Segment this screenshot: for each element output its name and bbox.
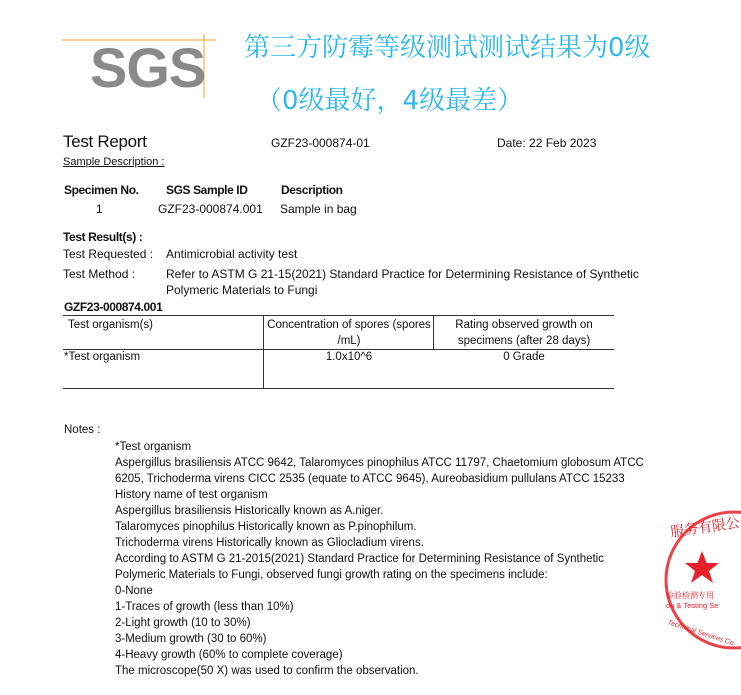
- company-seal: [664, 505, 741, 655]
- test-requested-label: Test Requested :: [63, 247, 154, 261]
- col-rating-header-2: specimens (after 28 days): [457, 335, 591, 347]
- report-number: GZF23-000874-01: [271, 136, 370, 150]
- notes-line: 4-Heavy growth (60% to complete coverage): [115, 649, 343, 661]
- row-rating: 0 Grade: [503, 351, 545, 363]
- notes-line: 3-Medium growth (30 to 60%): [115, 633, 267, 645]
- notes-label: Notes :: [64, 424, 101, 436]
- banner-line-2: （0级最好，4级最差）: [256, 86, 524, 116]
- test-method-line-2: Polymeric Materials to Fungi: [166, 283, 318, 297]
- notes-line: 6205, Trichoderma virens CICC 2535 (equate to ATCC 9645), Aureobasidium pullulans ATCC 15233: [115, 473, 625, 485]
- result-sample-id: GZF23-000874.001: [64, 300, 163, 314]
- notes-line: *Test organism: [115, 441, 192, 453]
- seal-middle-text: 检验检测专用: [666, 591, 714, 600]
- notes-line: According to ASTM G 21-2015(2021) Standard Practice for Determining Resistance of Synthetic: [115, 553, 604, 565]
- banner-line-1: 第三方防霉等级测试测试结果为0级: [244, 33, 651, 63]
- seal-star-icon: [685, 551, 719, 583]
- notes-line: Aspergillus brasiliensis ATCC 9642, Talaromyces pinophilus ATCC 11797, Chaetomium globosum ATCC: [115, 457, 644, 469]
- sgs-sample-id-cell: GZF23-000874.001: [158, 202, 263, 216]
- col-concentration-header-1: Concentration of spores (spores: [267, 319, 431, 331]
- notes-line: History name of test organism: [115, 489, 268, 501]
- report-title: Test Report: [63, 132, 147, 151]
- seal-top-text: 服务有限公: [669, 515, 741, 541]
- notes-line: Polymeric Materials to Fungi, observed fungi growth rating on the specimens include:: [115, 569, 548, 581]
- notes-line: 0-None: [115, 585, 153, 597]
- notes-line: 2-Light growth (10 to 30%): [115, 617, 251, 629]
- sample-description-label: Sample Description :: [63, 156, 165, 168]
- seal-middle-text-2: on & Testing Se: [666, 601, 719, 610]
- test-method-line-1: Refer to ASTM G 21-15(2021) Standard Practice for Determining Resistance of Synthetic: [166, 267, 639, 281]
- row-concentration: 1.0x10^6: [325, 351, 373, 363]
- table-bottom-border: [63, 388, 614, 389]
- notes-line: Talaromyces pinophilus Historically known as P.pinophilum.: [115, 521, 417, 533]
- table-top-border: [63, 315, 614, 316]
- notes-line: Aspergillus brasiliensis Historically known as A.niger.: [115, 505, 384, 517]
- notes-line: The microscope(50 X) was used to confirm the observation.: [115, 665, 419, 677]
- description-cell: Sample in bag: [280, 202, 357, 216]
- specimen-no-cell: 1: [96, 202, 103, 216]
- row-test-organism: *Test organism: [64, 351, 141, 363]
- notes-line: 1-Traces of growth (less than 10%): [115, 601, 294, 613]
- col-concentration-header-2: /mL): [337, 335, 361, 347]
- test-method-label: Test Method :: [63, 267, 136, 281]
- test-results-label: Test Result(s) :: [63, 230, 143, 244]
- report-date: Date: 22 Feb 2023: [497, 136, 597, 150]
- sgs-sample-id-header: SGS Sample ID: [166, 183, 248, 197]
- table-header-border: [63, 349, 614, 350]
- col-test-organisms-header: Test organism(s): [68, 319, 153, 331]
- specimen-no-header: Specimen No.: [64, 183, 139, 197]
- notes-line: Trichoderma virens Historically known as Gliocladium virens.: [115, 537, 424, 549]
- col-rating-header-1: Rating observed growth on: [455, 319, 593, 331]
- test-requested-value: Antimicrobial activity test: [166, 247, 298, 261]
- sgs-logo-text: SGS: [90, 36, 206, 99]
- seal-bottom-text: Technical Services Co.: [666, 619, 737, 648]
- description-header: Description: [281, 183, 343, 197]
